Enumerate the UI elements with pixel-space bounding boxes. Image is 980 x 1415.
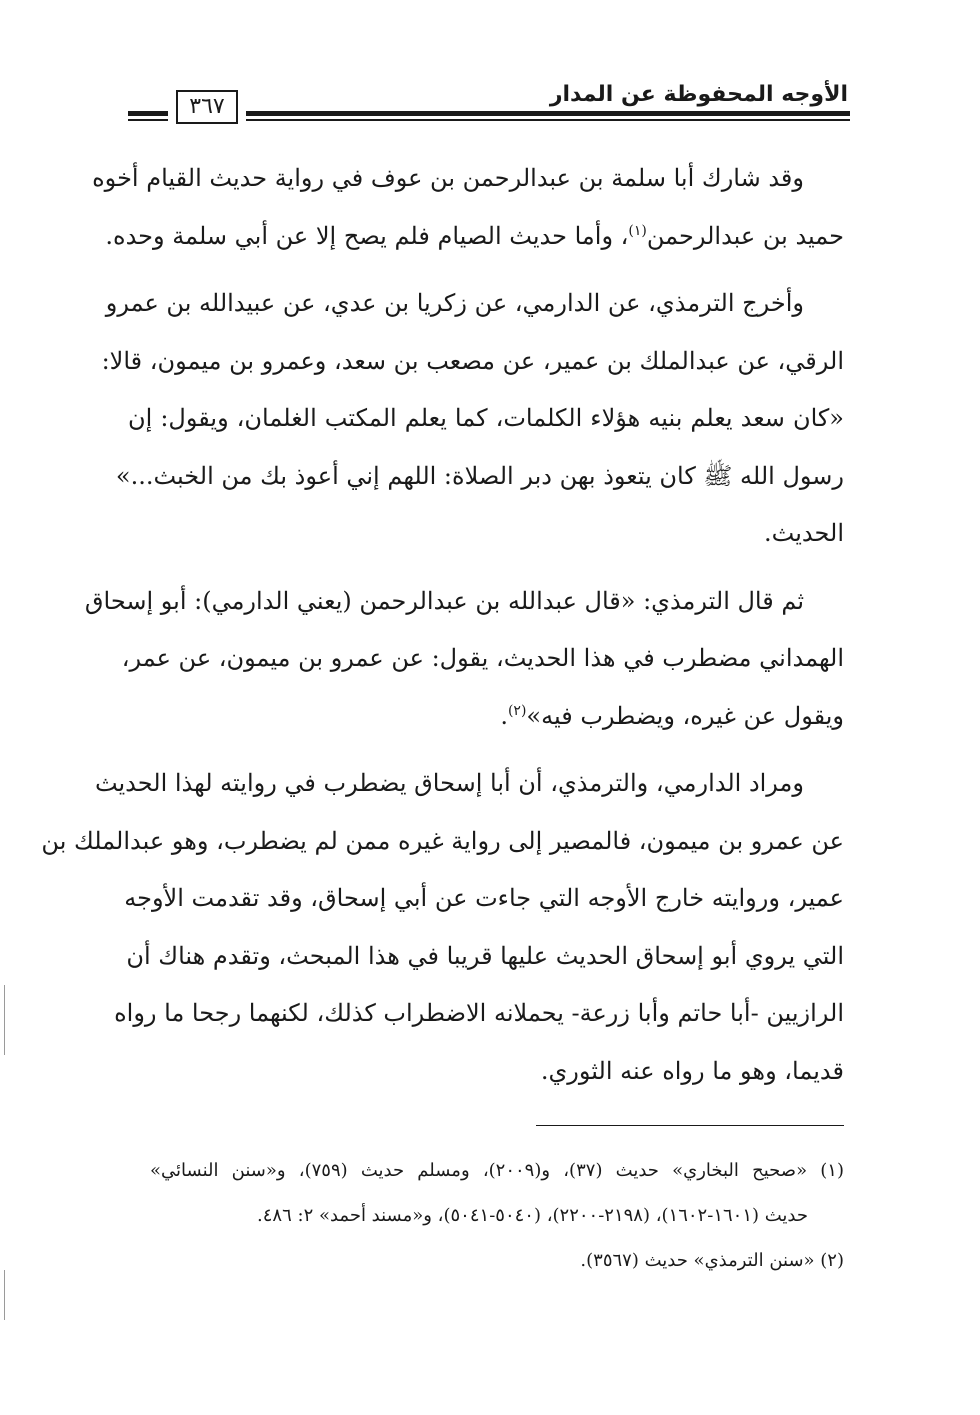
- text-line: عن عمرو بن ميمون، فالمصير إلى رواية غيره ممن لم يضطرب، وهو عبدالملك بن: [41, 826, 844, 855]
- header-rule-left-thin: [128, 119, 168, 121]
- text-line: [105, 208, 844, 266]
- running-title: الأوجه المحفوظة عن المدار: [549, 82, 848, 107]
- paragraph-3: [84, 573, 844, 746]
- text-line: الرقي، عن عبدالملك بن عمير، عن مصعب بن سعد، وعمرو بن ميمون، قالا:: [101, 346, 844, 375]
- footnote-1-line-1: (١) «صحيح البخاري» حديث (٣٧)، و(٢٠٠٩)، ومسلم حديث (٧٥٩)، و«سنن النسائي»: [150, 1160, 844, 1181]
- text-fragment: ، وأما حديث الصيام فلم يصح إلا عن أبي سلمة وحده.: [105, 221, 629, 250]
- header-rule-thick: [246, 111, 850, 116]
- footnote-2: (٢) «سنن الترمذي» حديث (٣٥٦٧).: [580, 1250, 844, 1271]
- header-rule-thin: [246, 119, 850, 121]
- page-header: [128, 78, 850, 128]
- text-line: عمير، وروايته خارج الأوجه التي جاءت عن أبي إسحاق، وقد تقدمت الأوجه: [124, 884, 844, 912]
- scan-artifact: [4, 985, 5, 1055]
- text-line: ثم قال الترمذي: «قال عبدالله بن عبدالرحمن (يعني الدارمي): أبو إسحاق: [84, 586, 804, 615]
- paragraph-1: [92, 150, 844, 265]
- text-fragment: .: [500, 701, 508, 730]
- text-line: وأخرج الترمذي، عن الدارمي، عن زكريا بن عدي، عن عبيدالله بن عمرو: [105, 289, 804, 317]
- text-line: وقد شارك أبا سلمة بن عبدالرحمن بن عوف في رواية حديث القيام أخوه: [92, 164, 804, 192]
- text-line: ومراد الدارمي، والترمذي، أن أبا إسحاق يضطرب في روايته لهذا الحديث: [94, 769, 804, 797]
- footnote-separator: [536, 1125, 844, 1126]
- text-line: الهمداني مضطرب في هذا الحديث، يقول: عن عمرو بن ميمون، عن عمر،: [121, 644, 844, 672]
- text-line: الحديث.: [764, 519, 844, 547]
- text-fragment: ويقول عن غيره، ويضطرب فيه»: [526, 701, 844, 730]
- paragraph-4: [41, 755, 844, 1100]
- main-text: [41, 150, 844, 1110]
- text-line: الرازيين -أبا حاتم وأبا زرعة- يحملانه الاضطراب كذلك، لكنهما رجحا ما رواه: [114, 999, 844, 1027]
- header-rule-left-thick: [128, 111, 168, 116]
- text-line: قديما، وهو ما رواه عنه الثوري.: [540, 1056, 844, 1085]
- text-line: [128, 688, 844, 746]
- footnote-ref-2[interactable]: (٢): [507, 702, 527, 719]
- paragraph-2: [101, 275, 844, 563]
- text-fragment: حميد بن عبدالرحمن: [646, 221, 844, 250]
- footnotes: [150, 1148, 844, 1283]
- text-line: رسول الله ﷺ كان يتعوذ بهن دبر الصلاة: اللهم إني أعوذ بك من الخبث...»: [115, 461, 844, 490]
- page-number: ٣٦٧: [176, 90, 238, 124]
- footnote-ref-1[interactable]: (١): [628, 222, 647, 239]
- scan-artifact: [4, 1270, 5, 1320]
- text-line: «كان سعد يعلم بنيه هؤلاء الكلمات، كما يعلم المكتب الغلمان، ويقول: إن: [128, 404, 844, 432]
- footnote-1-line-2: حديث (١٦٠١-١٦٠٢)، (٢١٩٨-٢٢٠٠)، (٥٠٤٠-٥٠٤١)، و«مسند أحمد» ٢: ٤٨٦.: [257, 1205, 808, 1226]
- text-line: التي يروي أبو إسحاق الحديث عليها قريبا في هذا المبحث، وتقدم هناك أن: [126, 941, 844, 970]
